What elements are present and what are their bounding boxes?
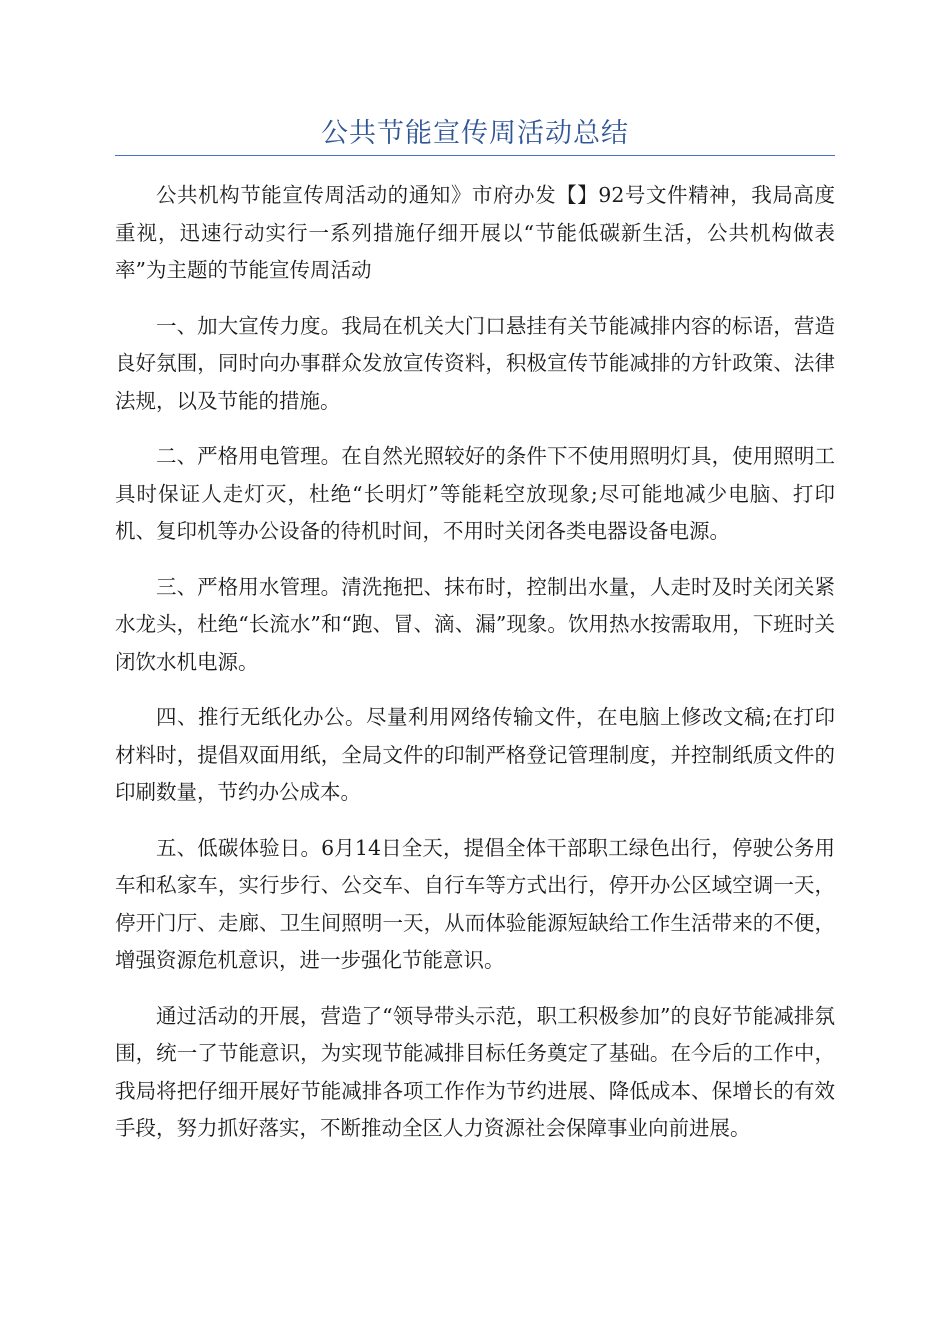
page-title: 公共节能宣传周活动总结 bbox=[321, 118, 629, 149]
paragraph-paperless: 四、推行无纸化办公。尽量利用网络传输文件，在电脑上修改文稿;在打印材料时，提倡双面用纸，全局文件的印制严格登记管理制度，并控制纸质文件的印刷数量，节约办公成本。 bbox=[115, 705, 835, 804]
document-body bbox=[115, 177, 835, 1166]
paragraph-publicity: 一、加大宣传力度。我局在机关大门口悬挂有关节能减排内容的标语，营造良好氛围，同时向办事群众发放宣传资料，积极宣传节能减排的方针政策、法律法规，以及节能的措施。 bbox=[115, 313, 835, 413]
title-underline bbox=[115, 155, 835, 156]
paragraph-conclusion: 通过活动的开展，营造了“领导带头示范，职工积极参加”的良好节能减排氛围，统一了节能意识，为实现节能减排目标任务奠定了基础。在今后的工作中，我局将把仔细开展好节能减排各项工作作为节约进展、降低成本、保增长的有效手段，努力抓好落实，不断推动全区人力资源社会保障事业向前进展。 bbox=[115, 1003, 835, 1140]
paragraph-electricity: 二、严格用电管理。在自然光照较好的条件下不使用照明灯具，使用照明工具时保证人走灯灭，杜绝“长明灯”等能耗空放现象;尽可能地减少电脑、打印机、复印机等办公设备的待机时间，不用时关闭各类电器设备电源。 bbox=[115, 444, 835, 543]
paragraph-low-carbon-day: 五、低碳体验日。6月14日全天，提倡全体干部职工绿色出行，停驶公务用车和私家车，实行步行、公交车、自行车等方式出行，停开办公区域空调一天，停开门厅、走廊、卫生间照明一天，从而体验能源短缺给工作生活带来的不便，增强资源危机意识，进一步强化节能意识。 bbox=[115, 835, 835, 972]
paragraph-water: 三、严格用水管理。清洗拖把、抹布时，控制出水量，人走时及时关闭关紧水龙头，杜绝“长流水”和“跑、冒、滴、漏”现象。饮用热水按需取用，下班时关闭饮水机电源。 bbox=[115, 574, 835, 674]
paragraph-intro: 公共机构节能宣传周活动的通知》市府办发【】92号文件精神，我局高度重视，迅速行动实行一系列措施仔细开展以“节能低碳新生活，公共机构做表率”为主题的节能宣传周活动 bbox=[115, 183, 835, 282]
